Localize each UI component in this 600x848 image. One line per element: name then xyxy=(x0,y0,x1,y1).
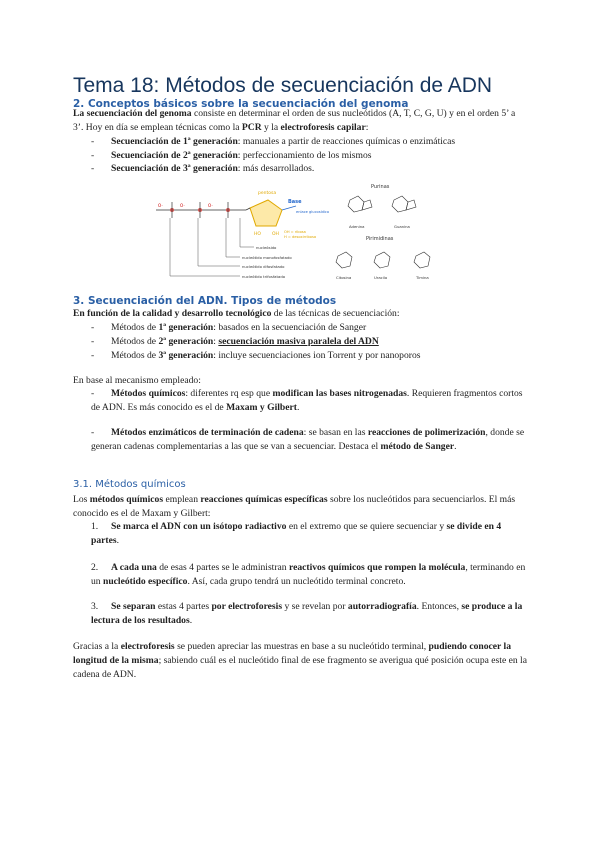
term-maxam-gilbert: Maxam y Gilbert xyxy=(226,402,297,413)
list-item-term: 1ª generación xyxy=(158,322,214,333)
bullet-dash: - xyxy=(91,350,95,361)
text-span: consiste en determinar el orden de sus nucleótidos (A, T, C, G, U) y en el orden 5’ a 3’. Hoy en día se emplean técnicas como la xyxy=(73,108,516,133)
step-term: Se separan xyxy=(111,601,156,612)
text-span: sobre los nucleótidos para secuenciarlos. El más conocido es el de Maxam y Gilbert: xyxy=(73,494,516,519)
list-item xyxy=(91,149,372,163)
svg-text:O⁻: O⁻ xyxy=(158,203,164,208)
bullet-dash: - xyxy=(91,163,95,174)
label-enlace: enlace glucosídico xyxy=(296,210,330,214)
mechanism-intro: En base al mecanismo empleado: xyxy=(73,375,201,386)
step-term: por electroforesis xyxy=(211,601,283,612)
text-span: Métodos de xyxy=(111,336,159,347)
text-span: y se revelan por xyxy=(282,601,348,612)
step-item xyxy=(91,600,526,628)
text-span: . Así, cada grupo tendrá un nucleótido terminal concreto. xyxy=(187,576,406,587)
svg-text:O⁻: O⁻ xyxy=(208,203,214,208)
label-ribosa: OH = ribosa xyxy=(284,230,306,234)
text-span: Métodos de xyxy=(111,322,159,333)
section-3-intro xyxy=(73,307,528,321)
term-electroforesis: electroforesis xyxy=(120,641,175,652)
term-calidad: En función de la calidad y desarrollo tecnológico xyxy=(73,308,272,319)
label-pentosa: pentosa xyxy=(258,191,277,196)
label-citosina: Citosina xyxy=(336,275,352,280)
phosphate-chain-icon xyxy=(156,202,246,218)
term-electroforesis-capilar: electroforesis capilar xyxy=(280,122,366,133)
text-span: . xyxy=(116,535,119,546)
term-modifican-bases: modifican las bases nitrogenadas xyxy=(272,388,407,399)
section-3-1-closing xyxy=(73,640,528,682)
step-item xyxy=(91,520,526,548)
list-item xyxy=(91,162,314,176)
step-number: 2. xyxy=(91,562,99,573)
list-item-enzimaticos xyxy=(91,426,526,454)
list-item-term: 3ª generación xyxy=(158,350,214,361)
bullet-dash: - xyxy=(91,322,95,333)
list-item xyxy=(91,349,421,363)
text-span: estas 4 partes xyxy=(155,601,212,612)
bullet-dash: - xyxy=(91,336,95,347)
list-item-term: Secuenciación de 1ª generación xyxy=(111,136,238,147)
step-item xyxy=(91,561,526,589)
section-3-1-paragraph xyxy=(73,493,528,521)
text-span: : diferentes rq esp que xyxy=(185,388,273,399)
text-span: se pueden apreciar las muestras en base a su nucleótido terminal, xyxy=(174,641,429,652)
text-span: . xyxy=(454,441,457,452)
text-span: Los xyxy=(73,494,90,505)
text-span: emplean xyxy=(163,494,201,505)
text-span: de las técnicas de secuenciación: xyxy=(271,308,400,319)
list-item xyxy=(91,321,366,335)
list-item-text: : más desarrollados. xyxy=(237,163,315,174)
step-term: Se marca el ADN con un isótopo radiactivo xyxy=(111,521,287,532)
text-span: . xyxy=(296,402,300,413)
svg-text:O⁻: O⁻ xyxy=(180,203,186,208)
label-timina: Timina xyxy=(416,275,429,280)
section-2-paragraph xyxy=(73,107,528,135)
label-adenina: Adenina xyxy=(349,224,365,229)
adenine-molecule-icon xyxy=(348,196,372,212)
label-uracilo: Uracilo xyxy=(374,275,388,280)
section-2-heading: 2. Conceptos básicos sobre la secuenciación del genoma xyxy=(73,98,409,110)
label-difosfatado: nucleótido difosfatado xyxy=(242,264,285,269)
text-span: : se basan en las xyxy=(303,427,368,438)
list-item-term: Secuenciación de 2ª generación xyxy=(111,150,238,161)
list-item-text: : incluye secuenciaciones ion Torrent y por nanoporos xyxy=(213,350,421,361)
term-secuenciacion-genoma: La secuenciación del genoma xyxy=(73,108,192,119)
text-span: , donde se generan cadenas complementarias a las que se van a secuenciar. Destaca el xyxy=(91,427,525,452)
section-3-1-heading: 3.1. Métodos químicos xyxy=(73,479,186,490)
bullet-dash: - xyxy=(91,388,95,399)
text-span: : xyxy=(365,122,369,133)
step-term: se divide en 4 partes xyxy=(91,521,502,546)
step-term: se produce a la lectura de los resultados xyxy=(91,601,523,626)
label-trifosfatado: nucleótido trifosfatado xyxy=(242,274,286,279)
bullet-dash: - xyxy=(91,150,95,161)
term-pcr: PCR xyxy=(241,122,262,133)
text-span: Métodos de xyxy=(111,350,159,361)
text-span: de esas 4 partes se le administran xyxy=(156,562,289,573)
list-item-text: : xyxy=(213,336,219,347)
thymine-molecule-icon xyxy=(414,252,430,268)
step-term: reactivos químicos que rompen la molécula xyxy=(289,562,466,573)
bullet-dash: - xyxy=(91,427,95,438)
page-title: Tema 18: Métodos de secuenciación de ADN xyxy=(73,74,493,97)
term-longitud: pudiendo conocer la longitud de la misma xyxy=(73,641,511,666)
step-number: 1. xyxy=(91,521,99,532)
step-term: autorradiografía xyxy=(347,601,417,612)
step-number: 3. xyxy=(91,601,99,612)
term-secuenciacion-masiva: secuenciación masiva paralela del ADN xyxy=(218,336,379,347)
label-desoxirribosa: H = desoxirribosa xyxy=(284,235,317,239)
text-span: . Requieren fragmentos cortos de ADN. Es más conocido es el de xyxy=(91,388,523,413)
list-item-text: : manuales a partir de reacciones químicas o enzimáticas xyxy=(237,136,456,147)
text-span: . xyxy=(189,615,193,626)
nucleotide-figure xyxy=(150,180,452,284)
text-span: ; sabiendo cuál es el nucleótido final de ese fragmento se averigua qué posición ocupa este en la cadena de ADN. xyxy=(73,655,527,680)
text-span: y la xyxy=(261,122,281,133)
text-span: Gracias a la xyxy=(73,641,121,652)
term-metodos-quimicos: métodos químicos xyxy=(89,494,164,505)
section-3-heading: 3. Secuenciación del ADN. Tipos de métodos xyxy=(73,295,337,307)
step-term: nucleótido específico xyxy=(103,576,188,587)
cytosine-molecule-icon xyxy=(336,252,352,268)
list-item-text: : perfeccionamiento de los mismos xyxy=(237,150,372,161)
label-purinas: Purinas xyxy=(371,184,390,190)
list-item-term: 2ª generación xyxy=(158,336,214,347)
term-metodo-sanger: método de Sanger xyxy=(380,441,455,452)
label-monofosfatado: nucleótido monofosfatado xyxy=(242,255,292,260)
term-reacciones-quimicas: reacciones químicas específicas xyxy=(200,494,328,505)
text-span: en el extremo que se quiere secuenciar y xyxy=(286,521,447,532)
term-metodos-enzimaticos: Métodos enzimáticos de terminación de cadena xyxy=(111,427,304,438)
list-item xyxy=(91,135,455,149)
list-item-term: Secuenciación de 3ª generación xyxy=(111,163,238,174)
list-item xyxy=(91,335,379,349)
uracil-molecule-icon xyxy=(374,252,390,268)
label-nucleosido: nucleósido xyxy=(256,245,277,250)
list-item-text: : basados en la secuenciación de Sanger xyxy=(213,322,367,333)
label-guanina: Guanina xyxy=(394,224,410,229)
bullet-dash: - xyxy=(91,136,95,147)
label-base: Base xyxy=(288,199,302,205)
list-item-quimicos xyxy=(91,387,526,415)
step-term: A cada una xyxy=(111,562,157,573)
label-pirimidinas: Pirimidinas xyxy=(366,236,394,242)
term-reacciones-polimerizacion: reacciones de polimerización xyxy=(367,427,486,438)
text-span: , terminando en un xyxy=(91,562,526,587)
guanine-molecule-icon xyxy=(392,196,416,212)
text-span: . Entonces, xyxy=(416,601,462,612)
term-metodos-quimicos: Métodos químicos xyxy=(111,388,186,399)
pentose-ring-icon xyxy=(246,200,282,226)
label-oh: OH xyxy=(272,232,279,237)
label-ho: HO xyxy=(254,232,261,237)
